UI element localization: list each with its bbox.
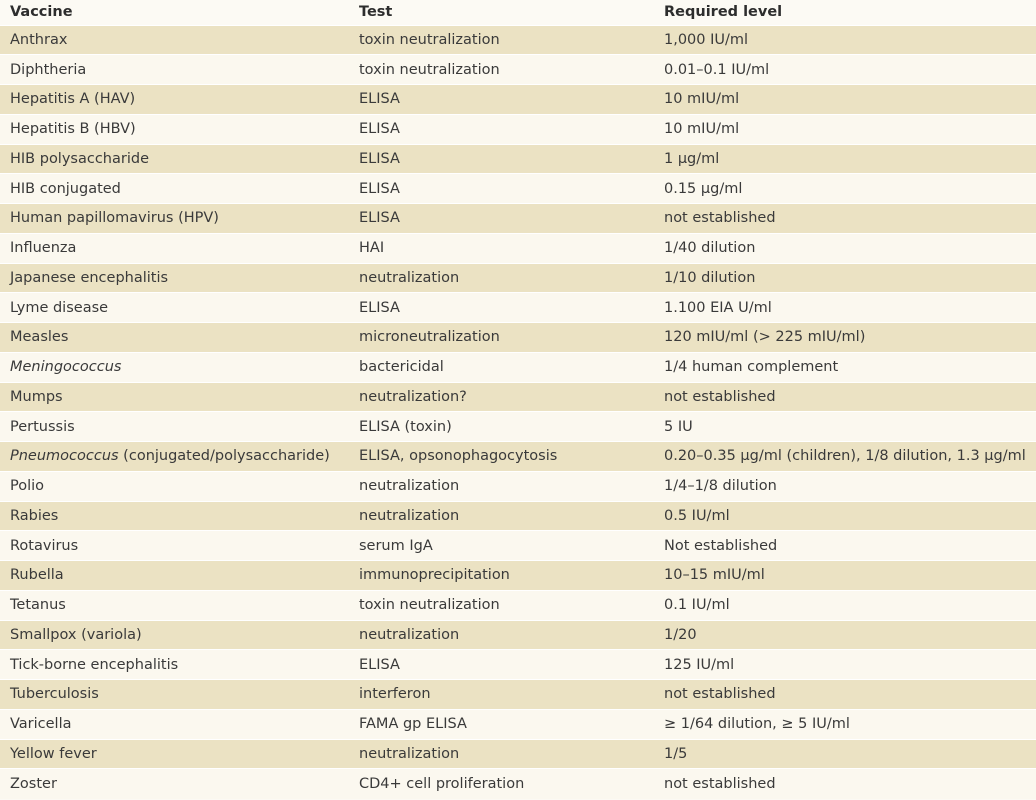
cell-required-level: 1 µg/ml <box>664 150 720 167</box>
cell-required-level: 120 mIU/ml (> 225 mIU/ml) <box>664 329 866 346</box>
cell-vaccine <box>0 352 349 382</box>
cell-vaccine <box>0 293 349 323</box>
vaccine-name: Hepatitis B (HBV) <box>10 121 136 138</box>
cell-required-level: 1,000 IU/ml <box>664 31 749 48</box>
cell-test: neutralization <box>359 626 460 643</box>
cell-vaccine <box>0 442 349 472</box>
table-row <box>0 144 1036 174</box>
vaccine-name: Tuberculosis <box>10 686 99 703</box>
cell-test: bactericidal <box>359 359 444 376</box>
cell-test: ELISA <box>359 656 400 673</box>
vaccine-name: Tick-borne encephalitis <box>10 656 179 673</box>
table-body <box>0 25 1036 799</box>
vaccine-name: Lyme disease <box>10 299 109 316</box>
cell-test: ELISA <box>359 150 400 167</box>
table-row <box>0 442 1036 472</box>
cell-vaccine <box>0 680 349 710</box>
table-row <box>0 263 1036 293</box>
vaccine-name: Influenza <box>10 240 77 257</box>
vaccine-qualifier: (conjugated/polysaccharide) <box>118 448 330 465</box>
cell-test: interferon <box>359 686 431 703</box>
cell-vaccine <box>0 650 349 680</box>
cell-test: microneutralization <box>359 329 500 346</box>
cell-vaccine <box>0 144 349 174</box>
vaccine-name: Smallpox (variola) <box>10 626 142 643</box>
cell-vaccine <box>0 55 349 85</box>
table-row <box>0 471 1036 501</box>
cell-test: FAMA gp ELISA <box>359 716 467 733</box>
cell-test: toxin neutralization <box>359 597 500 614</box>
table-row <box>0 650 1036 680</box>
cell-required-level: 1/4–1/8 dilution <box>664 478 777 495</box>
cell-vaccine <box>0 561 349 591</box>
cell-test: ELISA <box>359 299 400 316</box>
cell-test: ELISA <box>359 180 400 197</box>
cell-test: immunoprecipitation <box>359 567 510 584</box>
vaccine-name: HIB conjugated <box>10 180 121 197</box>
table-row <box>0 323 1036 353</box>
cell-required-level: 125 IU/ml <box>664 656 735 673</box>
cell-vaccine <box>0 85 349 115</box>
cell-required-level: 0.01–0.1 IU/ml <box>664 61 770 78</box>
table-row <box>0 204 1036 234</box>
cell-test: ELISA <box>359 91 400 108</box>
table-row <box>0 174 1036 204</box>
cell-required-level: 1/4 human complement <box>664 359 839 376</box>
vaccine-name: Japanese encephalitis <box>10 269 169 286</box>
cell-required-level: 1/5 <box>664 745 688 762</box>
header-vaccine: Vaccine <box>0 0 349 25</box>
cell-required-level: 0.1 IU/ml <box>664 597 730 614</box>
cell-vaccine <box>0 412 349 442</box>
table-row <box>0 709 1036 739</box>
table-row <box>0 739 1036 769</box>
cell-test: serum IgA <box>359 537 433 554</box>
cell-test: ELISA <box>359 210 400 227</box>
vaccine-name: Yellow fever <box>10 745 97 762</box>
vaccine-name: Rabies <box>10 507 59 524</box>
table-row <box>0 85 1036 115</box>
cell-vaccine <box>0 739 349 769</box>
cell-required-level: 10 mIU/ml <box>664 121 740 138</box>
header-row <box>0 0 1036 25</box>
table-row <box>0 25 1036 55</box>
cell-test: neutralization? <box>359 388 467 405</box>
table-row <box>0 352 1036 382</box>
table-row <box>0 769 1036 799</box>
cell-required-level: 5 IU <box>664 418 693 435</box>
cell-vaccine <box>0 323 349 353</box>
table-row <box>0 114 1036 144</box>
vaccine-name: Mumps <box>10 388 63 405</box>
cell-test: HAI <box>359 240 385 257</box>
cell-vaccine <box>0 25 349 55</box>
cell-vaccine <box>0 204 349 234</box>
cell-test: CD4+ cell proliferation <box>359 775 525 792</box>
cell-vaccine <box>0 769 349 799</box>
cell-test: neutralization <box>359 269 460 286</box>
vaccine-name: Varicella <box>10 716 72 733</box>
cell-vaccine <box>0 620 349 650</box>
cell-test: toxin neutralization <box>359 31 500 48</box>
cell-required-level: 1/10 dilution <box>664 269 756 286</box>
cell-vaccine <box>0 114 349 144</box>
vaccine-name: Zoster <box>10 775 57 792</box>
cell-required-level: 1.100 EIA U/ml <box>664 299 772 316</box>
cell-test: toxin neutralization <box>359 61 500 78</box>
table-row <box>0 412 1036 442</box>
cell-required-level: 10–15 mIU/ml <box>664 567 765 584</box>
cell-vaccine <box>0 233 349 263</box>
cell-required-level: not established <box>664 388 776 405</box>
cell-test: ELISA <box>359 121 400 138</box>
cell-vaccine <box>0 590 349 620</box>
cell-required-level: not established <box>664 210 776 227</box>
table-row <box>0 590 1036 620</box>
table-row <box>0 561 1036 591</box>
cell-vaccine <box>0 531 349 561</box>
cell-required-level: not established <box>664 686 776 703</box>
cell-vaccine <box>0 263 349 293</box>
cell-required-level: Not established <box>664 537 778 554</box>
vaccine-name: Tetanus <box>10 597 66 614</box>
table-header <box>0 0 1036 25</box>
cell-required-level: 1/20 <box>664 626 697 643</box>
table-row <box>0 233 1036 263</box>
cell-test: neutralization <box>359 745 460 762</box>
cell-vaccine <box>0 174 349 204</box>
cell-required-level: 1/40 dilution <box>664 240 756 257</box>
cell-vaccine <box>0 471 349 501</box>
vaccine-name: Pertussis <box>10 418 75 435</box>
table-row <box>0 680 1036 710</box>
header-required-level: Required level <box>654 0 1036 25</box>
cell-required-level: 0.5 IU/ml <box>664 507 730 524</box>
cell-required-level: 0.20–0.35 µg/ml (children), 1/8 dilution, 1.3 µg/ml <box>664 448 1026 465</box>
table-row <box>0 382 1036 412</box>
vaccine-name: HIB polysaccharide <box>10 150 149 167</box>
cell-required-level: 0.15 µg/ml <box>664 180 743 197</box>
table-row <box>0 55 1036 85</box>
table-row <box>0 620 1036 650</box>
cell-test: neutralization <box>359 478 460 495</box>
header-test: Test <box>349 0 654 25</box>
cell-vaccine <box>0 501 349 531</box>
vaccine-name: Meningococcus <box>10 359 122 376</box>
table-row <box>0 501 1036 531</box>
vaccine-name: Anthrax <box>10 31 68 48</box>
vaccine-name: Human papillomavirus (HPV) <box>10 210 219 227</box>
cell-vaccine <box>0 382 349 412</box>
cell-vaccine <box>0 709 349 739</box>
cell-test: ELISA (toxin) <box>359 418 452 435</box>
vaccine-name: Polio <box>10 478 45 495</box>
vaccine-name: Rubella <box>10 567 64 584</box>
table-row <box>0 293 1036 323</box>
cell-test: neutralization <box>359 507 460 524</box>
vaccine-name: Diphtheria <box>10 61 87 78</box>
vaccine-name: Hepatitis A (HAV) <box>10 91 136 108</box>
cell-required-level: not established <box>664 775 776 792</box>
table-row <box>0 531 1036 561</box>
cell-test: ELISA, opsonophagocytosis <box>359 448 558 465</box>
cell-required-level: 10 mIU/ml <box>664 91 740 108</box>
vaccine-name: Measles <box>10 329 69 346</box>
vaccine-name: Rotavirus <box>10 537 79 554</box>
vaccine-name: Pneumococcus <box>10 448 119 465</box>
cell-required-level: ≥ 1/64 dilution, ≥ 5 IU/ml <box>664 716 850 733</box>
